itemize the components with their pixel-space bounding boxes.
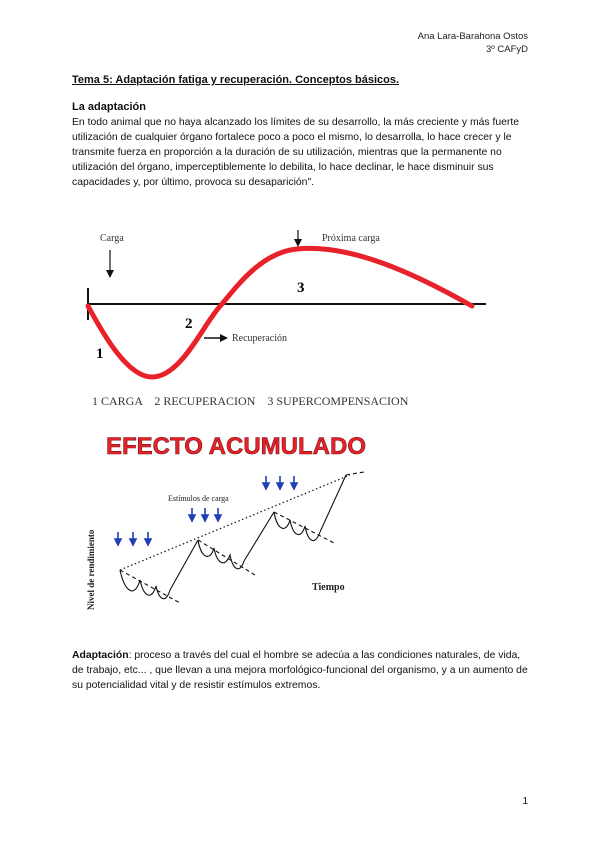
page-number: 1 xyxy=(522,796,528,807)
phase-1-label: 1 xyxy=(96,346,104,362)
carga-arrow xyxy=(106,250,114,278)
recuperacion-arrow xyxy=(204,334,228,342)
proxima-carga-arrow xyxy=(294,230,302,247)
author-block xyxy=(418,30,528,56)
supercompensation-figure xyxy=(82,222,502,417)
adaptation-quote: En todo animal que no haya alcanzado los límites de su desarrollo, la más creciente y más fuerte utilización de cualquier órgano fortalece poco a poco el mismo, lo desarrolla, lo hace crecer y le transmite fuerza en proporción a la duración de su utilización, mientras que la permanente no utilización del órgano, imperceptiblemente lo debilita, lo hace declinar, le hace disminuir sus capacidades y, por último, provoca su desaparición". xyxy=(72,117,520,188)
author-course: 3º CAFyD xyxy=(485,44,528,55)
efecto-acumulado-title: EFECTO ACUMULADO xyxy=(106,433,366,460)
label-carga: Carga xyxy=(100,233,124,244)
section-heading: La adaptación xyxy=(72,101,146,113)
efecto-acumulado-figure xyxy=(80,428,380,623)
y-axis-label: Nivel de rendimiento xyxy=(86,529,96,610)
definition-term: Adaptación xyxy=(72,650,129,661)
stimuli-label: Estímulos de carga xyxy=(168,494,229,503)
definition-text: : proceso a través del cual el hombre se adecúa a las condiciones naturales, de vida, de trabajo, etc... , que llevan a una mejora morfológico-funcional del organismo, y a un aumento de su potencialidad vital y de resistir estímulos extremos. xyxy=(72,650,528,691)
trend-line xyxy=(120,475,350,570)
figure1-caption: 1 CARGA 2 RECUPERACION 3 SUPERCOMPENSACION xyxy=(92,394,409,408)
author-name: Ana Lara-Barahona Ostos xyxy=(417,31,528,42)
supercompensation-curve xyxy=(88,248,472,377)
x-axis-label: Tiempo xyxy=(312,582,345,593)
document-title: Tema 5: Adaptación fatiga y recuperación. Conceptos básicos. xyxy=(72,74,400,86)
label-recuperacion: Recuperación xyxy=(232,333,287,344)
adaptation-definition xyxy=(72,648,532,693)
phase-2-label: 2 xyxy=(185,316,193,332)
label-proxima-carga: Próxima carga xyxy=(322,233,380,244)
phase-3-label: 3 xyxy=(297,280,305,296)
